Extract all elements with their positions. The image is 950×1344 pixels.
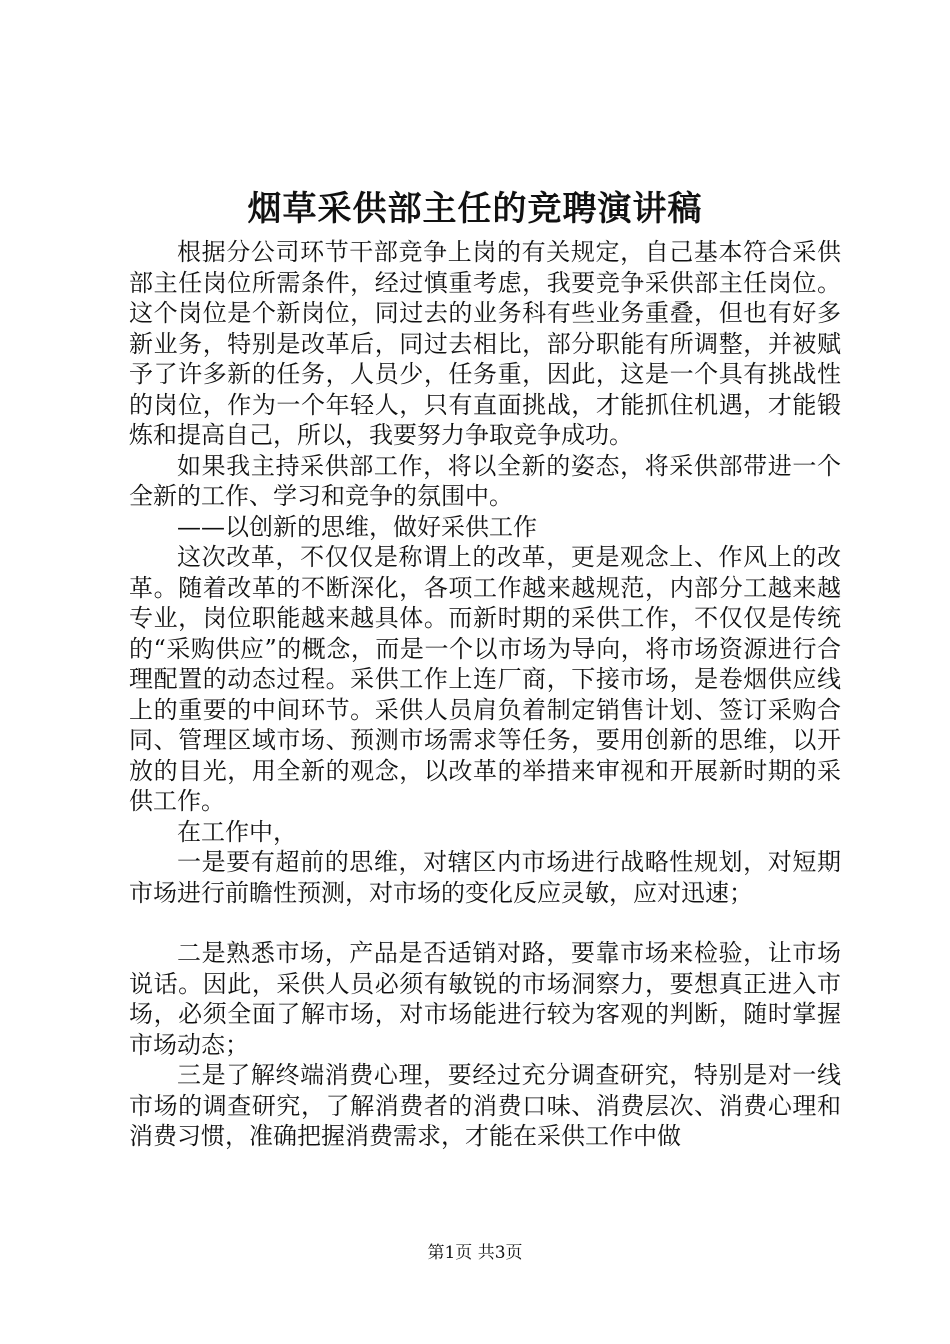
paragraph-point-two: 二是熟悉市场，产品是否适销对路，要靠市场来检验，让市场说话。因此，采供人员必须有敏锐的市场洞察力，要想真正进入市场，必须全面了解市场，对市场能进行较为客观的判断，随时掌握市场动态； (129, 939, 841, 1059)
paragraph-vision: 如果我主持采供部工作，将以全新的姿态，将采供部带进一个全新的工作、学习和竞争的氛围中。 (129, 451, 841, 510)
paragraph-point-three: 三是了解终端消费心理，要经过充分调查研究，特别是对一线市场的调查研究，了解消费者的消费口味、消费层次、消费心理和消费习惯，准确把握消费需求，才能在采供工作中做 (129, 1061, 841, 1150)
section-heading-innovation: ——以创新的思维，做好采供工作 (177, 512, 537, 541)
page-number-footer: 第1页 共3页 (427, 1243, 523, 1263)
paragraph-intro: 根据分公司环节干部竞争上岗的有关规定，自己基本符合采供部主任岗位所需条件，经过慎重考虑，我要竞争采供部主任岗位。这个岗位是个新岗位，同过去的业务科有些业务重叠，但也有好多新业务，特别是改革后，同过去相比，部分职能有所调整，并被赋予了许多新的任务，人员少，任务重，因此，这是一个具有挑战性的岗位，作为一个年轻人，只有直面挑战，才能抓住机遇，才能锻炼和提高自己，所以，我要努力争取竞争成功。 (129, 238, 841, 449)
document-title: 烟草采供部主任的竞聘演讲稿 (247, 189, 703, 229)
paragraph-reform: 这次改革，不仅仅是称谓上的改革，更是观念上、作风上的改革。随着改革的不断深化，各项工作越来越规范，内部分工越来越专业，岗位职能越来越具体。而新时期的采供工作，不仅仅是传统的“采购供应”的概念，而是一个以市场为导向，将市场资源进行合理配置的动态过程。采供工作上连厂商，下接市场，是卷烟供应线上的重要的中间环节。采供人员肩负着制定销售计划、签订采购合同、管理区域市场、预测市场需求等任务，要用创新的思维，以开放的目光，用全新的观念，以改革的举措来审视和开展新时期的采供工作。 (129, 543, 841, 815)
paragraph-point-one: 一是要有超前的思维，对辖区内市场进行战略性规划，对短期市场进行前瞻性预测，对市场的变化反应灵敏，应对迅速； (129, 848, 841, 907)
document-body (129, 237, 841, 1152)
paragraph-at-work: 在工作中， (177, 817, 297, 846)
